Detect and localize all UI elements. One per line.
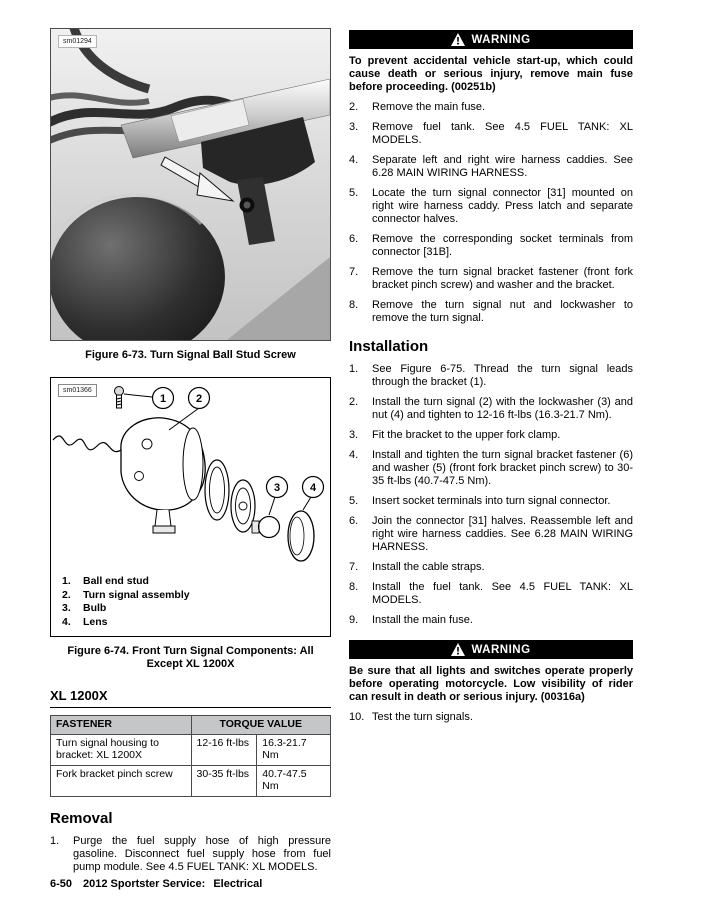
installation-step: 9. Install the main fuse. — [349, 614, 473, 626]
removal-step: 4. Separate left and right wire harness caddies. See 6.28 MAIN WIRING HARNESS. — [349, 154, 633, 179]
legend-item: 4. Lens — [62, 615, 108, 628]
figure-6-73 — [50, 28, 331, 362]
figure-6-74-caption: Figure 6-74. Front Turn Signal Components: All Except XL 1200X — [67, 645, 314, 670]
removal-step: 7. Remove the turn signal bracket fastener (front fork bracket pinch screw) and washer and the bracket. — [349, 266, 633, 291]
xl-1200x-heading: XL 1200X — [50, 688, 331, 708]
callout-3 — [267, 477, 288, 498]
warning-text: Be sure that all lights and switches operate properly before operating motorcycle. Low visibility of rider can result in death or serious injury. (00316a) — [349, 665, 633, 703]
socket-rings-part — [231, 480, 255, 532]
photo-id-label: sm01294 — [58, 35, 97, 48]
warning-triangle-icon — [451, 33, 465, 46]
legend-item: 3. Bulb — [62, 602, 107, 614]
svg-text:4: 4 — [309, 482, 317, 494]
figure-6-74-drawing-box — [50, 377, 331, 637]
callout-1 — [153, 388, 174, 409]
lens-part — [288, 511, 314, 561]
callout-4 — [303, 477, 324, 498]
drawing-id-label: sm01366 — [58, 384, 97, 397]
figure-6-74 — [50, 377, 331, 671]
installation-step: 2. Install the turn signal (2) with the lockwasher (3) and nut (4) and tighten to 12-16 ft-lbs (16.3-21.7 Nm). — [349, 396, 633, 421]
footer-service-title: 2012 Sportster Service: — [83, 878, 206, 890]
torque-table — [50, 715, 331, 797]
legend-item: 1. Ball end stud — [62, 575, 149, 587]
warning-text: To prevent accidental vehicle start-up, which could cause death or serious injury, remove main fuse before proceeding. (00251b) — [349, 55, 633, 93]
figure-6-73-photo — [50, 28, 331, 341]
svg-text:3: 3 — [273, 482, 281, 494]
installation-step: 8. Install the fuel tank. See 4.5 FUEL TANK: XL MODELS. — [349, 581, 633, 606]
warning-triangle-icon — [451, 643, 465, 656]
figure-6-73-caption: Figure 6-73. Turn Signal Ball Stud Screw — [85, 349, 296, 361]
turn-signal-ball-stud-photo — [51, 29, 330, 340]
table-row: Fork bracket pinch screw 30-35 ft-lbs 40.7-47.5 Nm — [51, 765, 331, 796]
installation-step: 4. Install and tighten the turn signal bracket fastener (6) and washer (5) (front fork bracket pinch screw) to 30-35 ft-lbs (40.7-47.5 Nm). — [349, 449, 633, 487]
installation-step: 1. See Figure 6-75. Thread the turn signal leads through the bracket (1). — [349, 363, 633, 388]
turn-signal-exploded-drawing — [51, 378, 330, 566]
warning-banner — [349, 30, 633, 49]
warning-banner — [349, 640, 633, 659]
right-column — [349, 30, 633, 724]
removal-step: 5. Locate the turn signal connector [31] mounted on right wire harness caddy. Press latch and separate connector halves. — [349, 187, 633, 225]
installation-step: 7. Install the cable straps. — [349, 561, 485, 573]
torque-table-header-row — [51, 716, 331, 735]
figure-legend — [62, 575, 322, 629]
removal-step: 8. Remove the turn signal nut and lockwasher to remove the turn signal. — [349, 299, 633, 324]
installation-step: 6. Join the connector [31] halves. Reassemble left and right wire harness caddies. See 6.28 MAIN WIRING HARNESS. — [349, 515, 633, 553]
left-column — [50, 28, 331, 874]
gasket-part — [205, 460, 229, 520]
removal-step-1: 1. Purge the fuel supply hose of high pressure gasoline. Disconnect fuel supply hose from fuel pump module. See 4.5 FUEL TANK: XL MODELS. — [50, 834, 331, 873]
installation-step: 5. Insert socket terminals into turn signal connector. — [349, 495, 611, 507]
svg-text:1: 1 — [159, 393, 167, 405]
installation-step: 3. Fit the bracket to the upper fork clamp. — [349, 429, 561, 441]
table-row: Turn signal housing to bracket: XL 1200X 12-16 ft-lbs 16.3-21.7 Nm — [51, 734, 331, 765]
removal-step: 6. Remove the corresponding socket terminals from connector [31B]. — [349, 233, 633, 258]
installation-heading: Installation — [349, 338, 429, 355]
footer-section: Electrical — [213, 878, 263, 890]
torque-value-column-header: TORQUE VALUE — [191, 716, 330, 735]
legend-item: 2. Turn signal assembly — [62, 588, 190, 601]
warning-label: WARNING — [471, 643, 531, 656]
callout-2 — [189, 388, 210, 409]
footer-page-number: 6-50 — [50, 878, 73, 890]
removal-step: 3. Remove fuel tank. See 4.5 FUEL TANK: XL MODELS. — [349, 121, 633, 146]
removal-step: 2. Remove the main fuse. — [349, 101, 486, 113]
installation-step-10: 10. Test the turn signals. — [349, 711, 473, 723]
svg-text:2: 2 — [195, 393, 203, 405]
removal-heading: Removal — [50, 809, 113, 827]
warning-label: WARNING — [471, 33, 531, 46]
page-footer — [50, 878, 262, 890]
fastener-column-header: FASTENER — [51, 716, 192, 735]
